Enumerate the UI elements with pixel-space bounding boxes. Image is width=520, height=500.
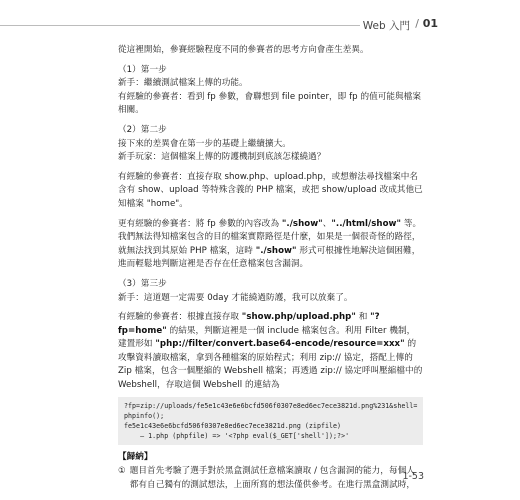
step-3-text-4: 的攻擊資料讀取檔案，拿到各種檔案的原始程式；利用 zip:// 協定，搭配上傳的 Zip 檔案，包含一個壓縮的 Webshell 檔案；再透過 zip:// 協定呼叫壓縮檔中的 Webshell，存取這個 Webshell 的連結為 — [118, 339, 423, 391]
page-body — [118, 44, 423, 492]
summary-item — [118, 465, 423, 492]
fp-home-keyword: "?fp=home" — [118, 312, 380, 336]
adv-text-2: 、 — [322, 218, 332, 229]
chapter-number: 01 — [422, 17, 438, 30]
intro-paragraph: 從這裡開始，參賽經驗程度不同的參賽者的思考方向會產生差異。 — [118, 45, 369, 55]
adv-text-3: 等。我們無法得知檔案包含的目的檔案實際路徑是什麼，如果是一個很奇怪的路徑，就無法找到其原始 PHP 檔案，這時 — [118, 218, 422, 256]
step-2-expert — [118, 171, 423, 212]
step-2-expert-end: 。 — [179, 198, 188, 209]
step-1-expert: 有經驗的參賽者：看到 fp 參數，會聯想到 file pointer，即 fp 的值可能與檔案相關。 — [118, 91, 421, 116]
adv-text-4: 形式可根據性地解決這個困難，進而輕鬆地判斷這裡是否存在任意檔案包含漏洞。 — [118, 245, 421, 270]
page-number: 1-53 — [402, 471, 424, 482]
header-rule — [0, 25, 360, 26]
show-path-keyword: "./show" — [281, 218, 323, 229]
summary-item-number: ① — [118, 466, 126, 477]
chapter-title: Web 入門 — [362, 20, 410, 32]
step-2-novice: 新手玩家：這個檔案上傳的防護機制到底該怎樣繞過？ — [118, 152, 326, 163]
step-3-heading: （3）第三步 — [118, 278, 167, 289]
code-line: — 1.php (phpfile) => '<?php eval($_GET['shell']);?>' — [124, 431, 350, 440]
running-header — [0, 17, 520, 33]
step-2-heading: （2）第二步 — [118, 124, 167, 135]
html-show-path-keyword: "../html/show" — [331, 218, 402, 229]
summary-item-text: 題目首先考驗了選手對於黑盒測試任意檔案讀取 / 包含漏洞的能力，每個人都有自己獨有的測試想法，上面所寫的想法僅供參考。在進行黑盒測試時， — [129, 466, 416, 490]
adv-text-1: 更有經驗的參賽者：將 fp 參數的內容改為 — [118, 218, 282, 229]
step-1-novice: 新手：繼續測試檔案上傳的功能。 — [118, 78, 248, 89]
step-2-advanced-expert — [118, 218, 423, 272]
code-line: fe5e1c43e6e6bcfd506f0307e8ed6ec7ece3821d.png (zipfile) — [124, 421, 342, 430]
step-3-expert — [118, 311, 423, 393]
step-1-heading: （1）第一步 — [118, 64, 167, 75]
php-filter-keyword: "php://filter/convert.base64-encode/resource=xxx" — [155, 339, 405, 350]
step-3-text-2: 和 — [355, 312, 371, 323]
step-2-expert-text: 有經驗的參賽者：直接存取 show.php、upload.php，或想辦法尋找檔案中名含有 show、upload 等特殊含義的 PHP 檔案，或把 show/upload 改成其他已知檔案 — [118, 171, 423, 209]
code-line: phpinfo(); — [124, 411, 165, 420]
home-keyword: "home" — [146, 198, 180, 209]
show-path-keyword-2: "./show" — [255, 245, 297, 256]
step-2-line-1: 接下來的差異會在第一步的基礎上繼續擴大。 — [118, 138, 291, 149]
show-upload-keyword: "show.php/upload.php" — [241, 312, 356, 323]
code-block — [118, 397, 423, 445]
code-line: ?fp=zip://uploads/fe5e1c43e6e6bcfd506f0307e8ed6ec7ece3821d.png%231&shell= — [124, 401, 418, 410]
step-3-text-1: 有經驗的參賽者：根據直接存取 — [118, 312, 242, 323]
step-3-novice: 新手：這道題一定需要 0day 才能繞過防護，我可以放棄了。 — [118, 292, 353, 303]
header-separator: / — [415, 17, 419, 30]
step-3-text-3: 的結果，判斷這裡是一個 include 檔案包含。利用 Filter 機制，建置形如 — [118, 325, 416, 350]
summary-title: 【歸納】 — [118, 451, 153, 462]
